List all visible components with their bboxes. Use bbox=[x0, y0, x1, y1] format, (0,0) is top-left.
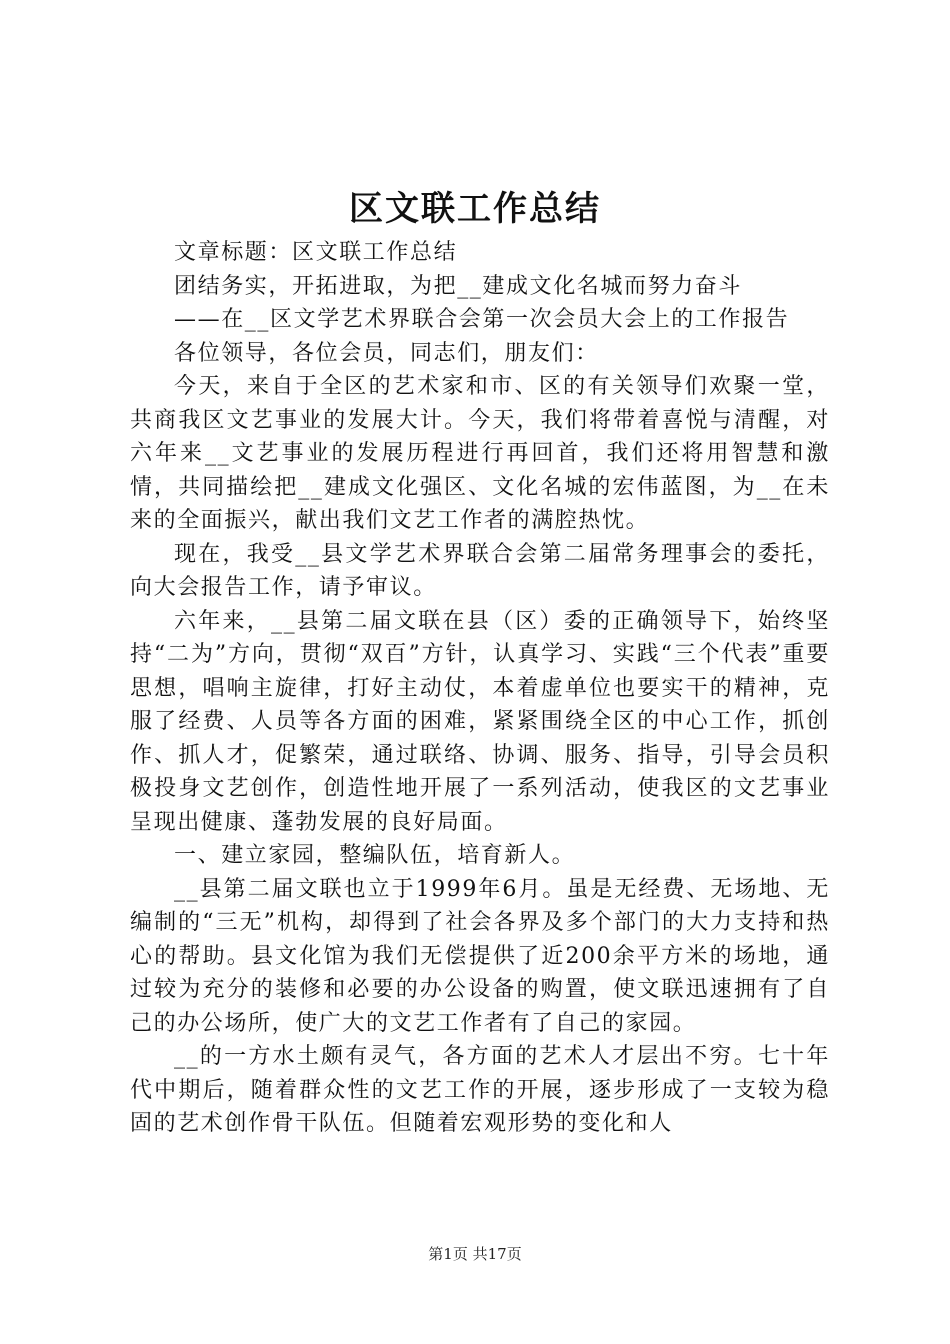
paragraph-body: __的一方水土颇有灵气，各方面的艺术人才层出不穷。七十年代中期后，随着群众性的文艺工作的开展，逐步形成了一支较为稳固的艺术创作骨干队伍。但随着宏观形势的变化和人 bbox=[130, 1044, 830, 1136]
document-body bbox=[130, 236, 830, 1141]
paragraph-body: 现在，我受__县文学艺术界联合会第二届常务理事会的委托，向大会报告工作，请予审议。 bbox=[130, 541, 830, 600]
paragraph-salutation: 各位领导，各位会员，同志们，朋友们： bbox=[174, 340, 599, 366]
paragraph-article-title: 文章标题：区文联工作总结 bbox=[174, 240, 458, 265]
paragraph-body: __县第二届文联也立于1999年6月。虽是无经费、无场地、无编制的“三无”机构，却得到了社会各界及多个部门的大力支持和热心的帮助。县文化馆为我们无偿提供了近200余平方米的场地，通过较为充分的装修和必要的办公设备的购置，使文联迅速拥有了自己的办公场所，使广大的文艺工作者有了自己的家园。 bbox=[130, 876, 830, 1036]
paragraph-report-line: ——在__区文学艺术界联合会第一次会员大会上的工作报告 bbox=[174, 307, 790, 332]
paragraph-section-heading: 一、建立家园，整编队伍，培育新人。 bbox=[174, 843, 576, 868]
paragraph-body: 六年来，__县第二届文联在县（区）委的正确领导下，始终坚持“二为”方向，贯彻“双百”方针，认真学习、实践“三个代表”重要思想，唱响主旋律，打好主动仗，本着虚单位也要实干的精神，克服了经费、人员等各方面的困难，紧紧围绕全区的中心工作，抓创作、抓人才，促繁荣，通过联络、协调、服务、指导，引导会员积极投身文艺创作，创造性地开展了一系列活动，使我区的文艺事业呈现出健康、蓬勃发展的良好局面。 bbox=[130, 608, 830, 835]
document-title: 区文联工作总结 bbox=[349, 189, 601, 229]
page-footer: 第1页 共17页 bbox=[428, 1245, 522, 1263]
paragraph-body: 今天，来自于全区的艺术家和市、区的有关领导们欢聚一堂，共商我区文艺事业的发展大计。今天，我们将带着喜悦与清醒，对六年来__文艺事业的发展历程进行再回首，我们还将用智慧和激情，共同描绘把__建成文化强区、文化名城的宏伟蓝图，为__在未来的全面振兴，献出我们文艺工作者的满腔热忱。 bbox=[130, 374, 830, 533]
paragraph-subtitle: 团结务实，开拓进取，为把__建成文化名城而努力奋斗 bbox=[174, 273, 743, 299]
